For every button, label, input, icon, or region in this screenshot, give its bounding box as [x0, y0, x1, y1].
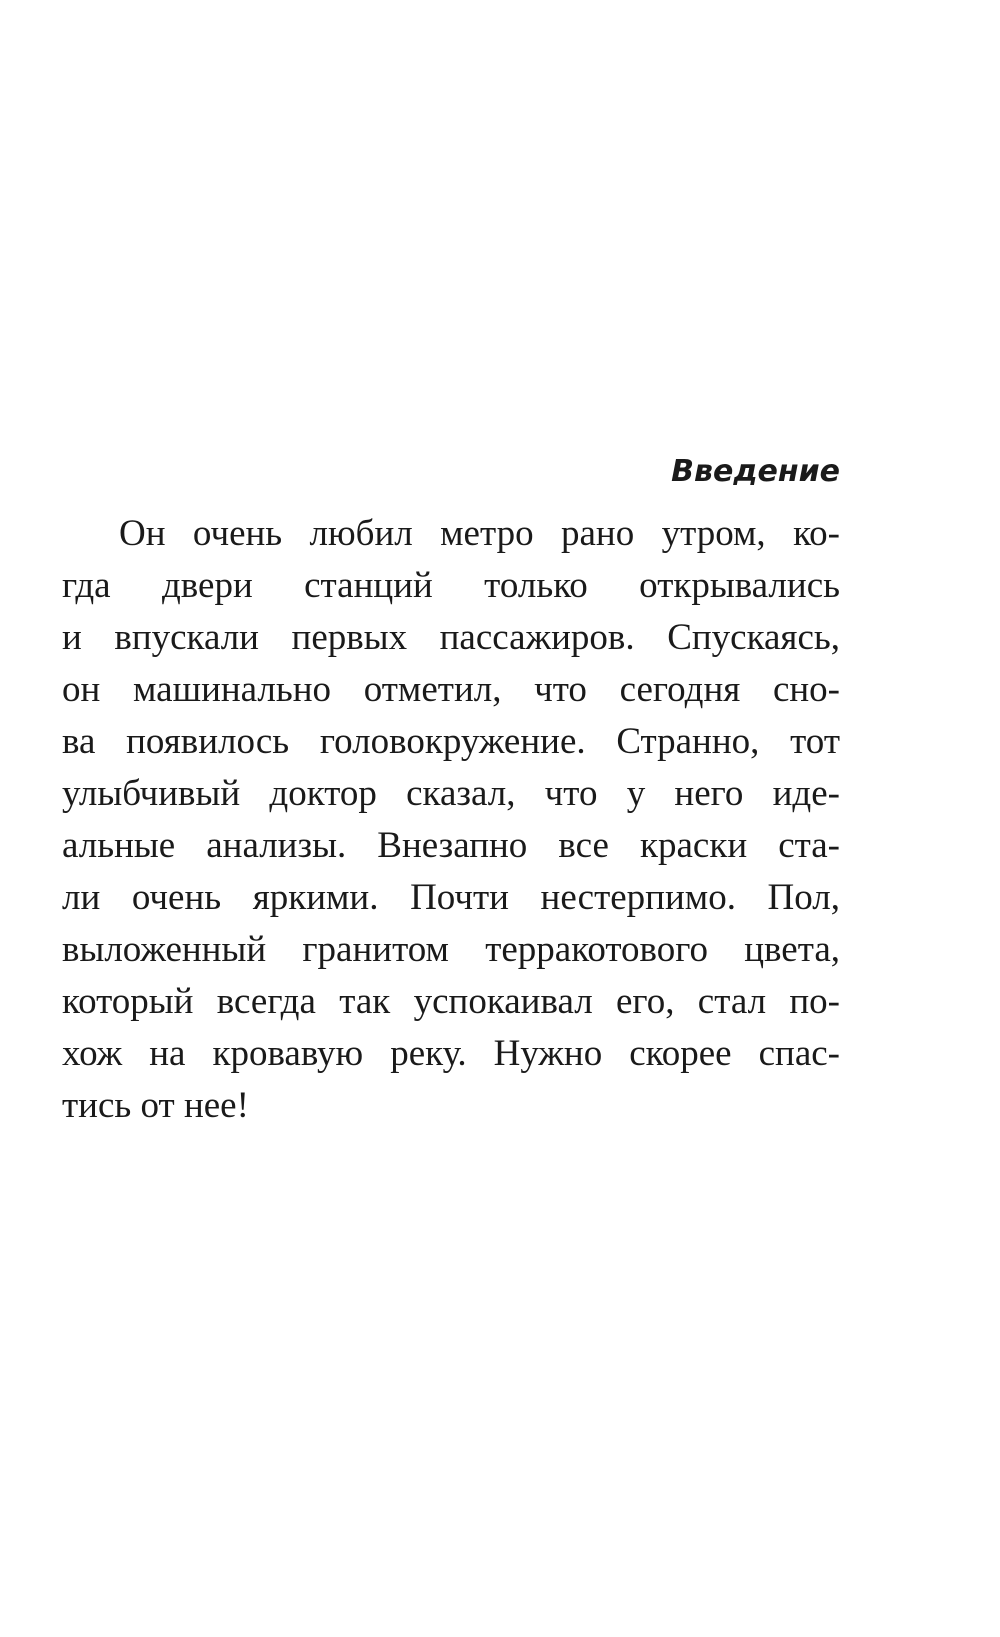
- paragraph-line: ва появилось головокружение. Странно, тот: [62, 721, 840, 762]
- chapter-paragraph: [62, 508, 840, 1132]
- paragraph-line: гда двери станций только открывались: [62, 565, 840, 606]
- paragraph-line: улыбчивый доктор сказал, что у него иде-: [62, 773, 840, 814]
- paragraph-line: он машинально отметил, что сегодня сно-: [62, 669, 840, 710]
- paragraph-line: выложенный гранитом терракотового цвета,: [62, 929, 840, 970]
- paragraph-line: ли очень яркими. Почти нестерпимо. Пол,: [62, 877, 840, 918]
- chapter-title: Введение: [671, 454, 840, 489]
- paragraph-line: альные анализы. Внезапно все краски ста-: [62, 825, 840, 866]
- paragraph-line: хож на кровавую реку. Нужно скорее спас-: [62, 1033, 840, 1074]
- paragraph-line: Он очень любил метро рано утром, ко-: [119, 513, 840, 554]
- paragraph-line: и впускали первых пассажиров. Спускаясь,: [62, 617, 840, 658]
- paragraph-line: тись от нее!: [62, 1085, 249, 1126]
- paragraph-line: который всегда так успокаивал его, стал по-: [62, 981, 840, 1022]
